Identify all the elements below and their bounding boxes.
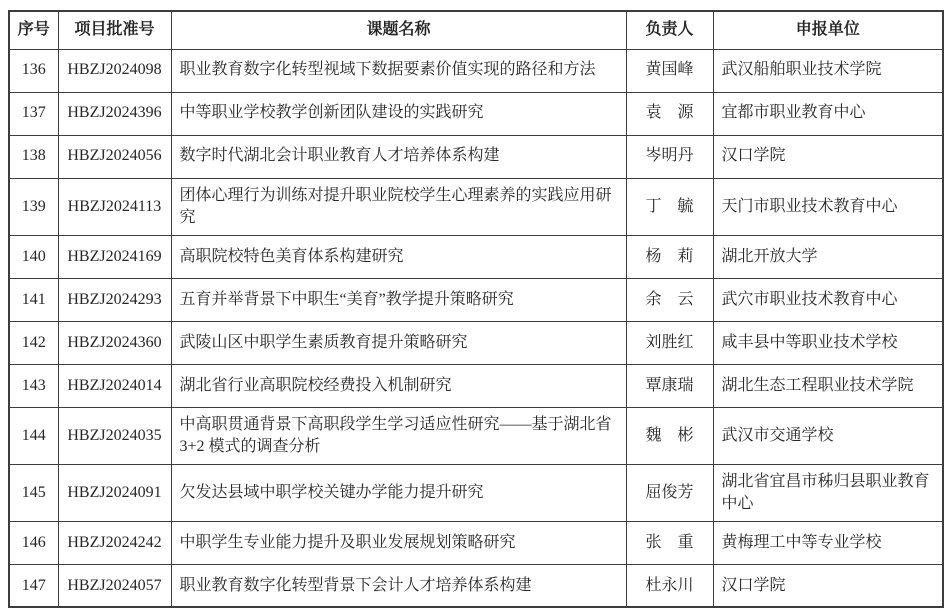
header-applicant-org: 申报单位 xyxy=(713,11,943,49)
table-header xyxy=(9,11,943,49)
project-title-cell: 职业教育数字化转型背景下会计人才培养体系构建 xyxy=(171,564,626,607)
project-title-cell: 职业教育数字化转型视域下数据要素价值实现的路径和方法 xyxy=(171,49,626,92)
table-row xyxy=(9,178,943,235)
grant-number-cell: HBZJ2024035 xyxy=(58,407,171,464)
leader-name-cell: 屈俊芳 xyxy=(626,464,713,521)
grant-number-cell: HBZJ2024014 xyxy=(58,364,171,407)
table-row xyxy=(9,521,943,564)
row-number-cell: 140 xyxy=(9,235,58,278)
row-number-cell: 138 xyxy=(9,135,58,178)
row-number-cell: 146 xyxy=(9,521,58,564)
grant-number-cell: HBZJ2024360 xyxy=(58,321,171,364)
project-title-cell: 中等职业学校教学创新团队建设的实践研究 xyxy=(171,92,626,135)
leader-name-cell: 岑明丹 xyxy=(626,135,713,178)
applicant-org-cell: 天门市职业技术教育中心 xyxy=(713,178,943,235)
header-grant-number: 项目批准号 xyxy=(58,11,171,49)
grant-number-cell: HBZJ2024098 xyxy=(58,49,171,92)
grant-number-cell: HBZJ2024057 xyxy=(58,564,171,607)
row-number-cell: 141 xyxy=(9,278,58,321)
grant-number-cell: HBZJ2024091 xyxy=(58,464,171,521)
header-row xyxy=(9,11,943,49)
table-row xyxy=(9,364,943,407)
applicant-org-cell: 湖北生态工程职业技术学院 xyxy=(713,364,943,407)
project-title-cell: 数字时代湖北会计职业教育人才培养体系构建 xyxy=(171,135,626,178)
table-row xyxy=(9,321,943,364)
table-row xyxy=(9,564,943,607)
leader-name-cell: 覃康瑞 xyxy=(626,364,713,407)
row-number-cell: 142 xyxy=(9,321,58,364)
row-number-cell: 136 xyxy=(9,49,58,92)
grant-number-cell: HBZJ2024293 xyxy=(58,278,171,321)
grant-number-cell: HBZJ2024242 xyxy=(58,521,171,564)
row-number-cell: 143 xyxy=(9,364,58,407)
table-row xyxy=(9,464,943,521)
leader-name-cell: 杜永川 xyxy=(626,564,713,607)
row-number-cell: 139 xyxy=(9,178,58,235)
applicant-org-cell: 汉口学院 xyxy=(713,564,943,607)
leader-name-cell: 黄国峰 xyxy=(626,49,713,92)
row-number-cell: 137 xyxy=(9,92,58,135)
table-row xyxy=(9,278,943,321)
table-row xyxy=(9,92,943,135)
projects-table xyxy=(8,10,944,608)
table-body xyxy=(9,49,943,607)
table-row xyxy=(9,49,943,92)
applicant-org-cell: 咸丰县中等职业技术学校 xyxy=(713,321,943,364)
applicant-org-cell: 武汉市交通学校 xyxy=(713,407,943,464)
table-row xyxy=(9,407,943,464)
applicant-org-cell: 黄梅理工中等专业学校 xyxy=(713,521,943,564)
header-serial-number: 序号 xyxy=(9,11,58,49)
leader-name-cell: 袁 源 xyxy=(626,92,713,135)
applicant-org-cell: 武汉船舶职业技术学院 xyxy=(713,49,943,92)
row-number-cell: 144 xyxy=(9,407,58,464)
applicant-org-cell: 武穴市职业技术教育中心 xyxy=(713,278,943,321)
header-project-title: 课题名称 xyxy=(171,11,626,49)
table-row xyxy=(9,135,943,178)
row-number-cell: 147 xyxy=(9,564,58,607)
project-title-cell: 五育并举背景下中职生“美育”教学提升策略研究 xyxy=(171,278,626,321)
table-row xyxy=(9,235,943,278)
project-title-cell: 湖北省行业高职院校经费投入机制研究 xyxy=(171,364,626,407)
project-title-cell: 中职学生专业能力提升及职业发展规划策略研究 xyxy=(171,521,626,564)
project-title-cell: 欠发达县域中职学校关键办学能力提升研究 xyxy=(171,464,626,521)
grant-number-cell: HBZJ2024396 xyxy=(58,92,171,135)
project-title-cell: 团体心理行为训练对提升职业院校学生心理素养的实践应用研究 xyxy=(171,178,626,235)
row-number-cell: 145 xyxy=(9,464,58,521)
leader-name-cell: 张 重 xyxy=(626,521,713,564)
applicant-org-cell: 宜都市职业教育中心 xyxy=(713,92,943,135)
leader-name-cell: 魏 彬 xyxy=(626,407,713,464)
project-title-cell: 中高职贯通背景下高职段学生学习适应性研究——基于湖北省 3+2 模式的调查分析 xyxy=(171,407,626,464)
header-leader: 负责人 xyxy=(626,11,713,49)
leader-name-cell: 杨 莉 xyxy=(626,235,713,278)
applicant-org-cell: 湖北省宜昌市秭归县职业教育中心 xyxy=(713,464,943,521)
leader-name-cell: 丁 毓 xyxy=(626,178,713,235)
project-title-cell: 高职院校特色美育体系构建研究 xyxy=(171,235,626,278)
leader-name-cell: 余 云 xyxy=(626,278,713,321)
grant-number-cell: HBZJ2024113 xyxy=(58,178,171,235)
grant-number-cell: HBZJ2024169 xyxy=(58,235,171,278)
project-title-cell: 武陵山区中职学生素质教育提升策略研究 xyxy=(171,321,626,364)
applicant-org-cell: 湖北开放大学 xyxy=(713,235,943,278)
leader-name-cell: 刘胜红 xyxy=(626,321,713,364)
grant-number-cell: HBZJ2024056 xyxy=(58,135,171,178)
applicant-org-cell: 汉口学院 xyxy=(713,135,943,178)
